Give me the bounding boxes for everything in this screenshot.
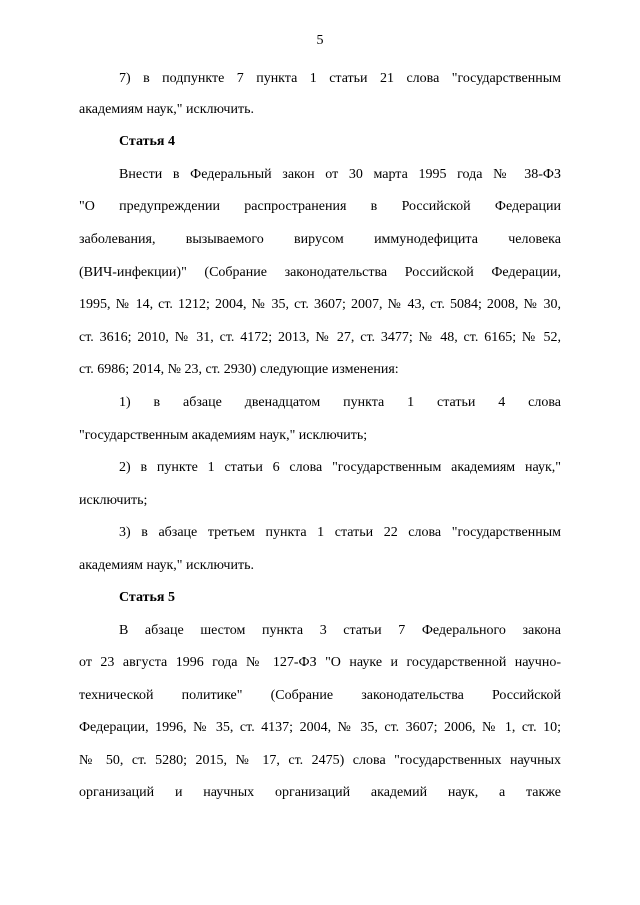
text-line: В абзаце шестом пункта 3 статьи 7 Федерального закона <box>119 623 561 638</box>
text-line: ст. 6986; 2014, № 23, ст. 2930) следующие изменения: <box>79 362 399 377</box>
text-line: академиям наук," исключить. <box>79 558 254 573</box>
text-line: от 23 августа 1996 года № 127-ФЗ "О науке и государственной научно- <box>79 655 561 670</box>
text-line: 3) в абзаце третьем пункта 1 статьи 22 слова "государственным <box>119 525 561 540</box>
text-line: академиям наук," исключить. <box>79 102 254 117</box>
text-line: 1) в абзаце двенадцатом пункта 1 статьи 4 слова <box>119 395 561 410</box>
text-line: организаций и научных организаций академий наук, а также <box>79 785 561 800</box>
text-line: заболевания, вызываемого вирусом иммунодефицита человека <box>79 232 561 247</box>
article-heading: Статья 5 <box>119 590 175 605</box>
text-line: исключить; <box>79 493 148 508</box>
page-number: 5 <box>316 33 324 48</box>
text-line: 2) в пункте 1 статьи 6 слова "государственным академиям наук," <box>119 460 561 475</box>
text-line: 1995, № 14, ст. 1212; 2004, № 35, ст. 3607; 2007, № 43, ст. 5084; 2008, № 30, <box>79 297 561 312</box>
text-line: технической политике" (Собрание законодательства Российской <box>79 688 561 703</box>
text-line: ст. 3616; 2010, № 31, ст. 4172; 2013, № 27, ст. 3477; № 48, ст. 6165; № 52, <box>79 330 561 345</box>
text-line: (ВИЧ-инфекции)" (Собрание законодательства Российской Федерации, <box>79 265 561 280</box>
text-line: 7) в подпункте 7 пункта 1 статьи 21 слова "государственным <box>119 71 561 86</box>
article-heading: Статья 4 <box>119 134 175 149</box>
text-line: "О предупреждении распространения в Российской Федерации <box>79 199 561 214</box>
text-line: Федерации, 1996, № 35, ст. 4137; 2004, № 35, ст. 3607; 2006, № 1, ст. 10; <box>79 720 561 735</box>
text-line: "государственным академиям наук," исключить; <box>79 428 368 443</box>
text-line: № 50, ст. 5280; 2015, № 17, ст. 2475) слова "государственных научных <box>79 753 561 768</box>
text-line: Внести в Федеральный закон от 30 марта 1995 года № 38-ФЗ <box>119 167 561 182</box>
